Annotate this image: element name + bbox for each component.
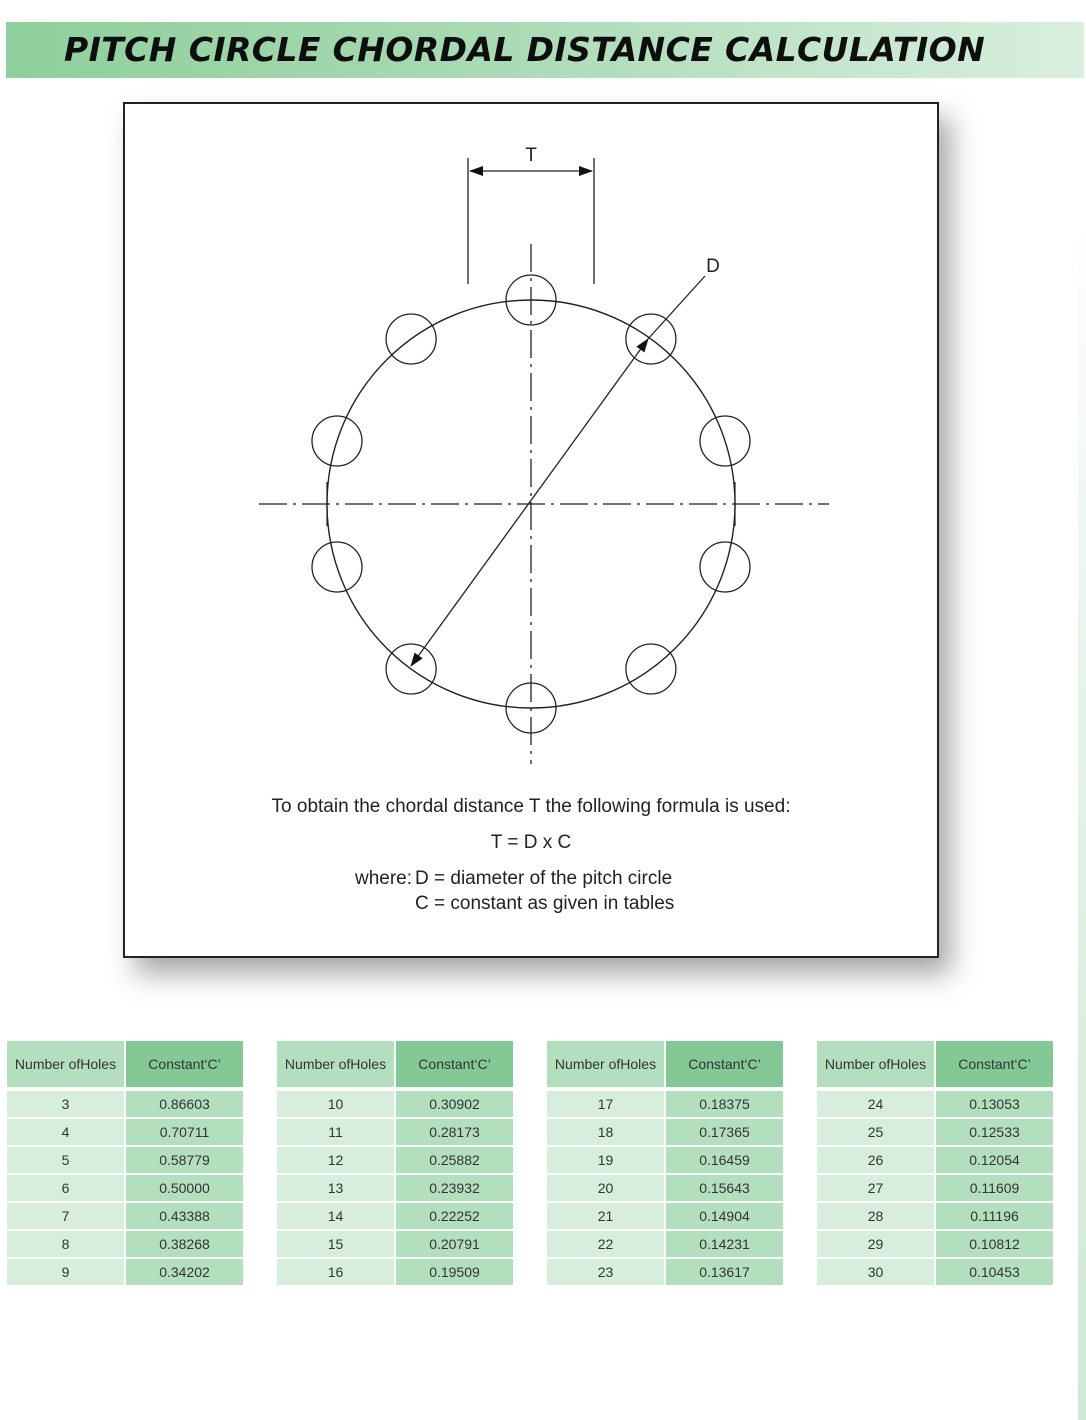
table-header xyxy=(7,1041,243,1087)
cell-constant: 0.10812 xyxy=(936,1231,1053,1257)
cell-number-of-holes: 14 xyxy=(277,1203,396,1229)
table-row xyxy=(277,1203,513,1231)
table-row xyxy=(817,1231,1053,1259)
cell-constant: 0.30902 xyxy=(396,1091,513,1117)
page-title: PITCH CIRCLE CHORDAL DISTANCE CALCULATION xyxy=(64,30,986,69)
table-row xyxy=(547,1091,783,1119)
cell-constant: 0.14904 xyxy=(666,1203,783,1229)
table-row xyxy=(817,1147,1053,1175)
cell-number-of-holes: 4 xyxy=(7,1119,126,1145)
cell-constant: 0.86603 xyxy=(126,1091,243,1117)
table-row xyxy=(277,1231,513,1259)
table-row xyxy=(7,1119,243,1147)
table-row xyxy=(7,1091,243,1119)
table-row xyxy=(277,1147,513,1175)
cell-number-of-holes: 17 xyxy=(547,1091,666,1117)
cell-number-of-holes: 9 xyxy=(7,1259,126,1285)
constants-table xyxy=(547,1041,783,1287)
cell-number-of-holes: 22 xyxy=(547,1231,666,1257)
cell-number-of-holes: 11 xyxy=(277,1119,396,1145)
formula-where-label: where: xyxy=(355,868,413,889)
table-row xyxy=(277,1259,513,1287)
cell-constant: 0.23932 xyxy=(396,1175,513,1201)
constants-table xyxy=(7,1041,243,1287)
cell-number-of-holes: 25 xyxy=(817,1119,936,1145)
table-row xyxy=(817,1091,1053,1119)
d-leader-line xyxy=(648,276,705,339)
cell-number-of-holes: 19 xyxy=(547,1147,666,1173)
table-row xyxy=(277,1119,513,1147)
cell-number-of-holes: 24 xyxy=(817,1091,936,1117)
cell-constant: 0.12533 xyxy=(936,1119,1053,1145)
header-constant: Constant ‘C’ xyxy=(666,1041,783,1087)
cell-number-of-holes: 29 xyxy=(817,1231,936,1257)
header-number-of-holes: Number of Holes xyxy=(277,1041,396,1087)
diagram-frame xyxy=(123,102,939,958)
cell-number-of-holes: 28 xyxy=(817,1203,936,1229)
cell-constant: 0.70711 xyxy=(126,1119,243,1145)
table-header xyxy=(817,1041,1053,1087)
table-header xyxy=(277,1041,513,1087)
cell-number-of-holes: 21 xyxy=(547,1203,666,1229)
table-row xyxy=(817,1175,1053,1203)
header-constant: Constant ‘C’ xyxy=(936,1041,1053,1087)
cell-number-of-holes: 15 xyxy=(277,1231,396,1257)
header-number-of-holes: Number of Holes xyxy=(547,1041,666,1087)
cell-number-of-holes: 13 xyxy=(277,1175,396,1201)
formula-equation: T = D x C xyxy=(490,832,572,853)
table-row xyxy=(547,1203,783,1231)
cell-number-of-holes: 26 xyxy=(817,1147,936,1173)
table-row xyxy=(277,1175,513,1203)
table-header xyxy=(547,1041,783,1087)
d-dimension-arrow xyxy=(411,339,648,666)
header-number-of-holes: Number of Holes xyxy=(7,1041,126,1087)
constants-table xyxy=(817,1041,1053,1287)
cell-number-of-holes: 12 xyxy=(277,1147,396,1173)
header-constant: Constant ‘C’ xyxy=(396,1041,513,1087)
constants-table xyxy=(277,1041,513,1287)
cell-constant: 0.25882 xyxy=(396,1147,513,1173)
cell-constant: 0.34202 xyxy=(126,1259,243,1285)
table-row xyxy=(7,1175,243,1203)
table-row xyxy=(547,1231,783,1259)
pitch-circle-diagram xyxy=(125,104,937,956)
table-body xyxy=(817,1091,1053,1287)
cell-constant: 0.10453 xyxy=(936,1259,1053,1285)
table-body xyxy=(7,1091,243,1287)
cell-constant: 0.12054 xyxy=(936,1147,1053,1173)
cell-number-of-holes: 30 xyxy=(817,1259,936,1285)
cell-constant: 0.58779 xyxy=(126,1147,243,1173)
t-label: T xyxy=(525,145,537,166)
cell-number-of-holes: 27 xyxy=(817,1175,936,1201)
title-bar xyxy=(6,22,1084,78)
cell-constant: 0.43388 xyxy=(126,1203,243,1229)
d-label: D xyxy=(706,256,720,277)
table-row xyxy=(817,1203,1053,1231)
cell-number-of-holes: 18 xyxy=(547,1119,666,1145)
cell-constant: 0.13617 xyxy=(666,1259,783,1285)
cell-number-of-holes: 10 xyxy=(277,1091,396,1117)
table-row xyxy=(547,1147,783,1175)
table-row xyxy=(7,1147,243,1175)
table-row xyxy=(817,1119,1053,1147)
table-row xyxy=(547,1259,783,1287)
cell-constant: 0.13053 xyxy=(936,1091,1053,1117)
formula-definition-d: D = diameter of the pitch circle xyxy=(415,868,673,889)
cell-constant: 0.16459 xyxy=(666,1147,783,1173)
header-constant: Constant ‘C’ xyxy=(126,1041,243,1087)
cell-number-of-holes: 5 xyxy=(7,1147,126,1173)
cell-constant: 0.17365 xyxy=(666,1119,783,1145)
table-row xyxy=(547,1119,783,1147)
header-number-of-holes: Number of Holes xyxy=(817,1041,936,1087)
cell-constant: 0.11196 xyxy=(936,1203,1053,1229)
cell-constant: 0.15643 xyxy=(666,1175,783,1201)
cell-number-of-holes: 23 xyxy=(547,1259,666,1285)
cell-constant: 0.50000 xyxy=(126,1175,243,1201)
formula-definition-c: C = constant as given in tables xyxy=(415,893,675,914)
cell-constant: 0.22252 xyxy=(396,1203,513,1229)
cell-constant: 0.14231 xyxy=(666,1231,783,1257)
table-body xyxy=(547,1091,783,1287)
table-row xyxy=(7,1231,243,1259)
cell-constant: 0.18375 xyxy=(666,1091,783,1117)
page-edge-strip xyxy=(1078,220,1086,1420)
table-row xyxy=(7,1203,243,1231)
table-row xyxy=(817,1259,1053,1287)
cell-number-of-holes: 7 xyxy=(7,1203,126,1229)
cell-constant: 0.38268 xyxy=(126,1231,243,1257)
cell-number-of-holes: 20 xyxy=(547,1175,666,1201)
cell-constant: 0.20791 xyxy=(396,1231,513,1257)
table-body xyxy=(277,1091,513,1287)
cell-constant: 0.11609 xyxy=(936,1175,1053,1201)
cell-constant: 0.19509 xyxy=(396,1259,513,1285)
cell-number-of-holes: 8 xyxy=(7,1231,126,1257)
cell-number-of-holes: 3 xyxy=(7,1091,126,1117)
cell-constant: 0.28173 xyxy=(396,1119,513,1145)
table-row xyxy=(547,1175,783,1203)
formula-intro: To obtain the chordal distance T the following formula is used: xyxy=(271,796,791,817)
table-row xyxy=(7,1259,243,1287)
cell-number-of-holes: 16 xyxy=(277,1259,396,1285)
cell-number-of-holes: 6 xyxy=(7,1175,126,1201)
table-row xyxy=(277,1091,513,1119)
